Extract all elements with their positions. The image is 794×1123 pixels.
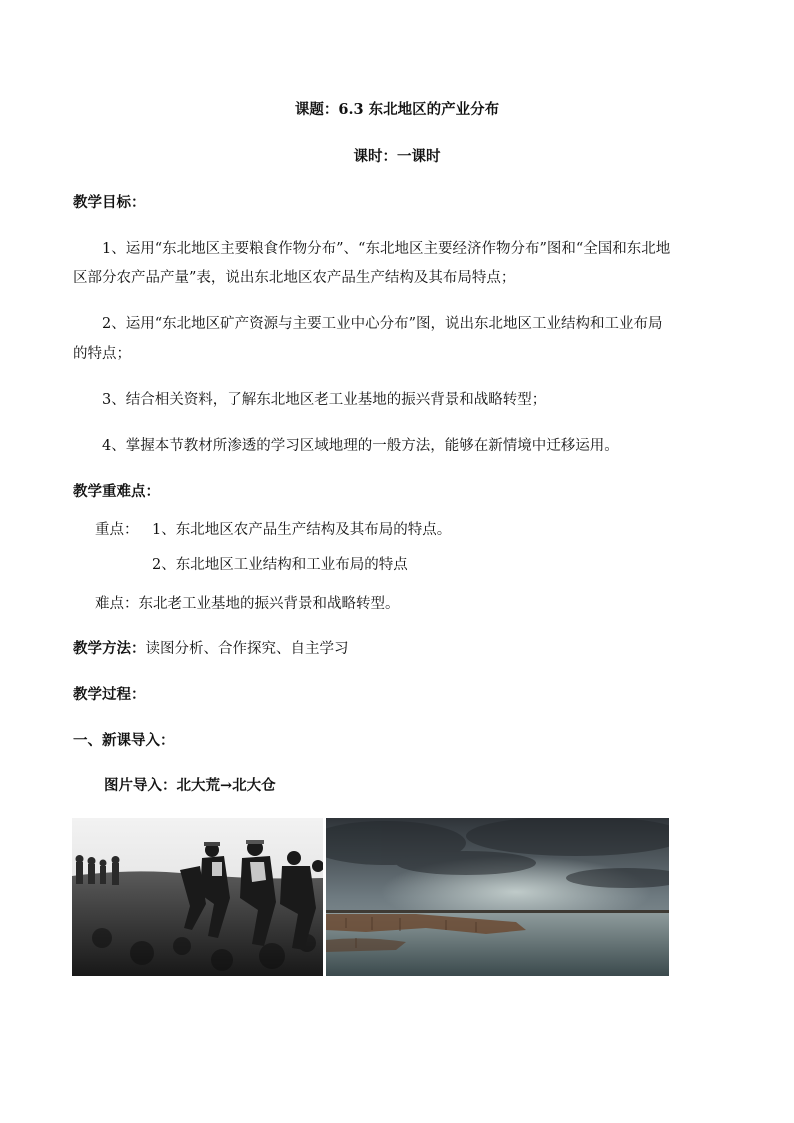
methods-line <box>73 639 349 659</box>
photo-reclamation-workers <box>72 818 323 976</box>
objective-3: 3、结合相关资料，了解东北地区老工业基地的振兴背景和战略转型； <box>102 392 547 408</box>
objective-1-line-2: 区部分农产品产量”表，说出东北地区农产品生产结构及其布局特点； <box>73 270 516 286</box>
process-heading: 教学过程： <box>73 686 146 703</box>
photo-wetland-graphic <box>326 818 669 976</box>
key-points-heading: 教学重难点： <box>73 483 160 500</box>
objective-2-line-1: 2、运用“东北地区矿产资源与主要工业中心分布”图，说出东北地区工业结构和工业布局 <box>102 316 663 332</box>
photo-wetland-landscape <box>326 818 669 976</box>
section1-heading: 一、新课导入： <box>73 732 175 749</box>
key-label: 重点： <box>95 522 139 538</box>
methods-text: 读图分析、合作探究、自主学习 <box>145 641 349 657</box>
objective-2-line-2: 的特点； <box>73 346 131 362</box>
page-title: 课题：6.3 东北地区的产业分布 <box>294 101 500 118</box>
intro-text: 图片导入：北大荒→北大仓 <box>104 777 276 794</box>
key-point-2: 2、东北地区工业结构和工业布局的特点 <box>152 557 408 573</box>
lesson-period: 课时：一课时 <box>353 148 441 165</box>
difficult-point: 难点：东北老工业基地的振兴背景和战略转型。 <box>95 596 400 612</box>
objective-1-line-1: 1、运用“东北地区主要粮食作物分布”、“东北地区主要经济作物分布”图和“全国和东北地 <box>102 241 671 257</box>
photo-reclamation-graphic <box>72 818 323 976</box>
methods-label: 教学方法： <box>73 640 146 657</box>
objective-4: 4、掌握本节教材所渗透的学习区域地理的一般方法，能够在新情境中迁移运用。 <box>102 438 619 454</box>
objectives-heading: 教学目标： <box>73 194 146 211</box>
key-point-1: 1、东北地区农产品生产结构及其布局的特点。 <box>152 522 452 538</box>
